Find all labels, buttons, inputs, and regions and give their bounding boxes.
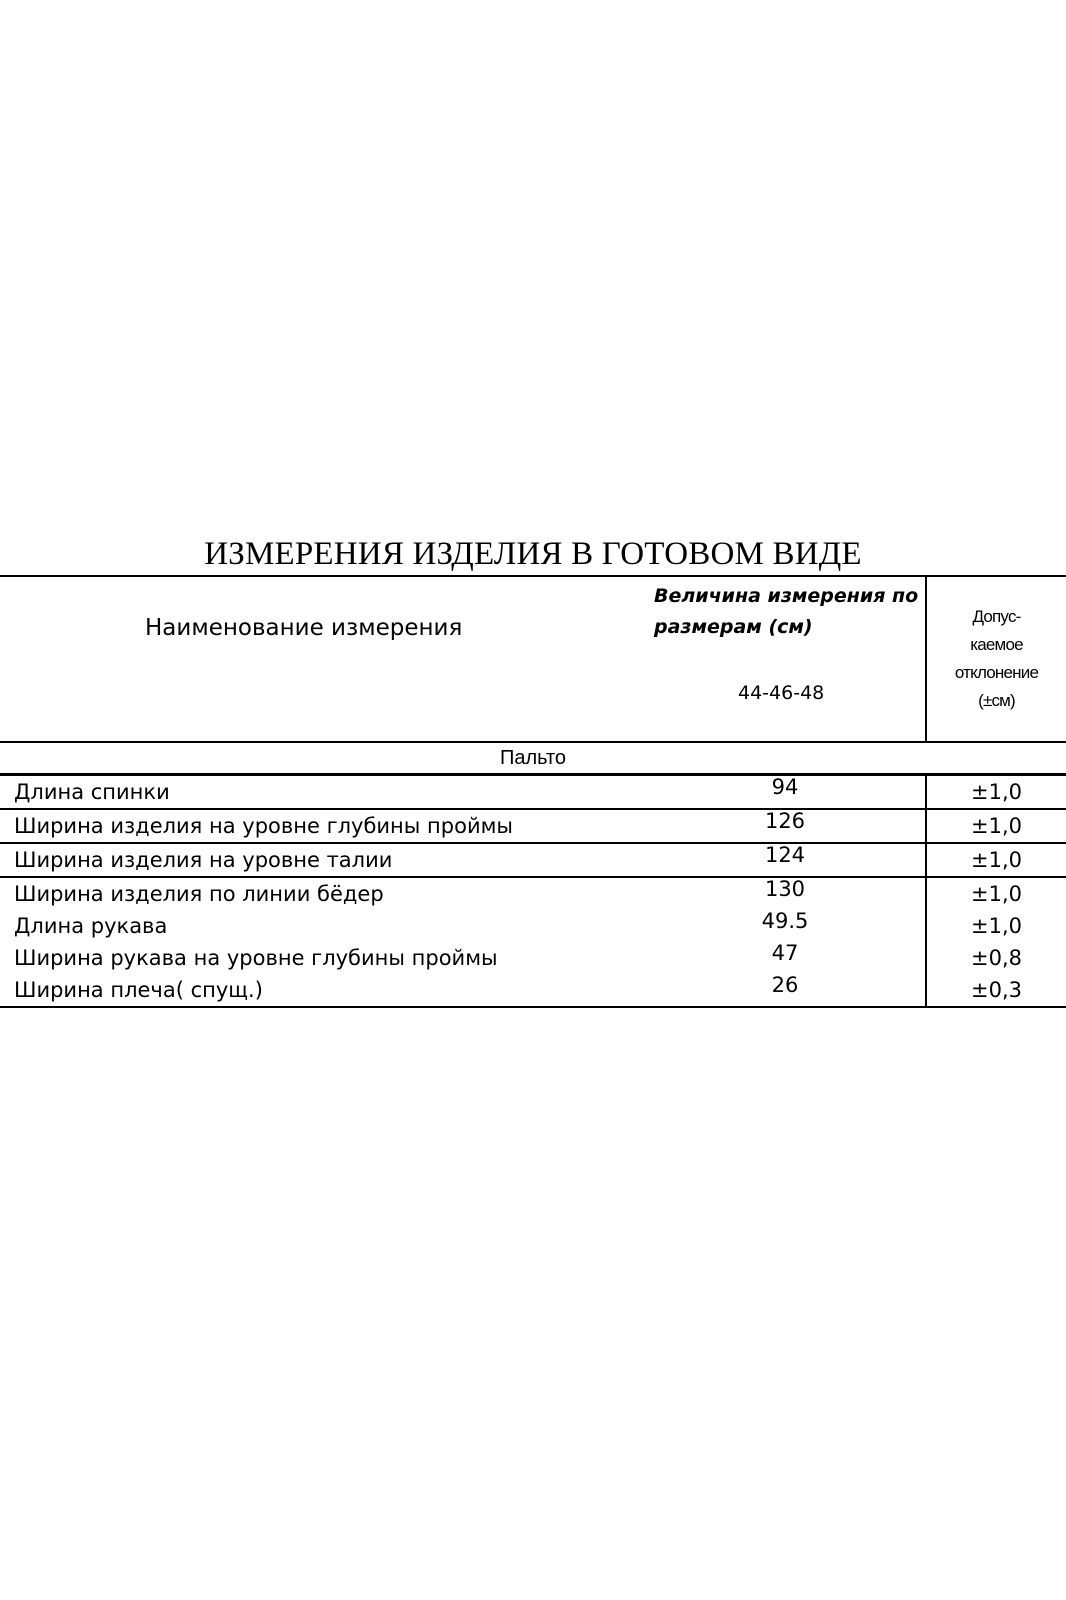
header-tolerance-line1: Допус- xyxy=(972,607,1021,626)
row-value: 47 xyxy=(771,941,799,965)
row-name: Длина спинки xyxy=(14,780,170,804)
table-row xyxy=(0,877,1066,910)
row-tolerance: ±1,0 xyxy=(926,775,1066,810)
table-row xyxy=(0,974,1066,1007)
row-name: Ширина изделия на уровне глубины проймы xyxy=(14,814,514,838)
header-tolerance-line3: отклонение xyxy=(954,663,1039,682)
table-row xyxy=(0,775,1066,810)
table-row xyxy=(0,942,1066,974)
row-tolerance: ±1,0 xyxy=(926,910,1066,942)
row-tolerance: ±1,0 xyxy=(926,843,1066,877)
row-tolerance: ±1,0 xyxy=(926,809,1066,843)
row-tolerance: ±1,0 xyxy=(926,877,1066,910)
row-tolerance: ±0,3 xyxy=(926,974,1066,1007)
document-title: ИЗМЕРЕНИЯ ИЗДЕЛИЯ В ГОТОВОМ ВИДЕ xyxy=(204,536,862,572)
row-name: Ширина рукава на уровне глубины проймы xyxy=(14,946,498,970)
measurements-table xyxy=(0,575,1066,1008)
header-name-label: Наименование измерения xyxy=(145,615,463,641)
header-tolerance-line2: каемое xyxy=(970,635,1023,654)
row-name: Ширина плеча( спущ.) xyxy=(14,978,263,1002)
table-header-row xyxy=(0,576,1066,742)
row-name: Длина рукава xyxy=(14,914,168,938)
row-name: Ширина изделия на уровне талии xyxy=(14,848,393,872)
row-value: 94 xyxy=(771,775,799,799)
row-tolerance: ±0,8 xyxy=(926,942,1066,974)
header-value-label-line2: размерам (см) xyxy=(654,616,813,638)
table-row xyxy=(0,843,1066,877)
header-tolerance-cell xyxy=(926,576,1066,742)
row-value: 26 xyxy=(771,973,799,997)
section-label: Пальто xyxy=(0,742,1066,775)
header-sizes: 44-46-48 xyxy=(738,682,825,704)
table-row xyxy=(0,809,1066,843)
row-value: 49.5 xyxy=(761,909,809,933)
row-name: Ширина изделия по линии бёдер xyxy=(14,882,384,906)
table-row xyxy=(0,910,1066,942)
header-value-label-line1: Величина измерения по xyxy=(654,585,919,607)
header-tolerance-line4: (±см) xyxy=(978,691,1015,710)
row-value: 124 xyxy=(764,843,806,867)
header-main-cell xyxy=(0,576,926,742)
row-value: 126 xyxy=(764,809,806,833)
row-value: 130 xyxy=(764,877,806,901)
section-row xyxy=(0,742,1066,775)
header-value-label xyxy=(654,581,924,643)
